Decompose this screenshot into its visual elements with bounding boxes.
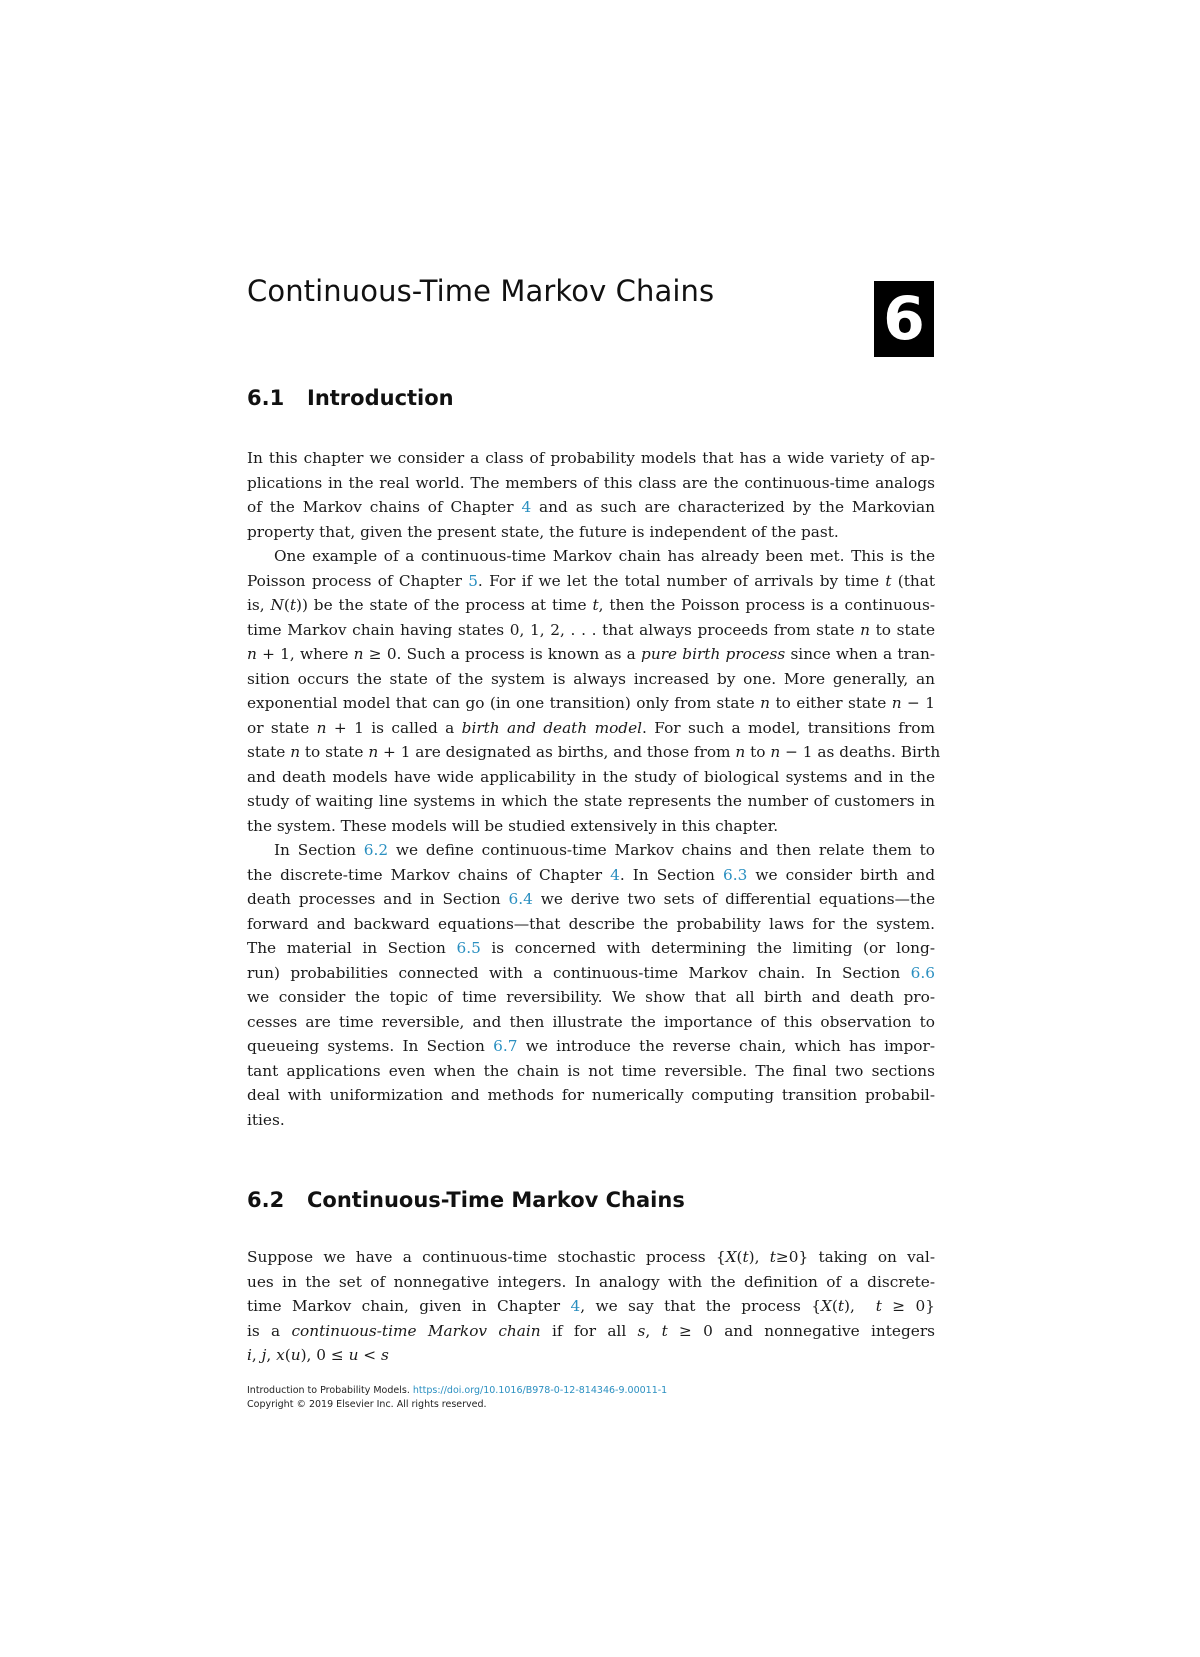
chapter-4-link[interactable]: 4 <box>570 1297 581 1315</box>
section-number: 6.1 <box>247 386 285 410</box>
section-6-5-link[interactable]: 6.5 <box>456 939 481 957</box>
section-6-6-link[interactable]: 6.6 <box>910 963 935 982</box>
text-line-with-link: The material in Section 6.5 is concerned with determining the limiting (or long- <box>247 939 935 957</box>
text-line-with-link: queueing systems. In Section 6.7 we introduce the reverse chain, which has impor- <box>247 1037 935 1055</box>
text-line: ues in the set of nonnegative integers. In analogy with the definition of a discrete- <box>247 1272 935 1291</box>
section-title: Introduction <box>307 386 454 410</box>
section-6-2-body <box>247 1245 935 1368</box>
doi-link[interactable]: https://doi.org/10.1016/B978-0-12-814346-9.00011-1 <box>412 1385 668 1396</box>
text-line: cesses are time reversible, and then illustrate the importance of this observation to <box>247 1012 935 1031</box>
text-line: time Markov chain having states 0, 1, 2, . . . that always proceeds from state n to state <box>247 620 935 639</box>
text-line: we consider the topic of time reversibility. We show that all birth and death pro- <box>247 988 935 1006</box>
text-line: the system. These models will be studied extensively in this chapter. <box>247 816 779 835</box>
section-6-1-body <box>247 446 941 1132</box>
section-6-3-link[interactable]: 6.3 <box>722 865 748 884</box>
section-heading-6-2 <box>247 1188 685 1212</box>
text-line: In this chapter we consider a class of probability models that has a wide variety of ap- <box>247 449 935 467</box>
section-6-7-link[interactable]: 6.7 <box>493 1037 518 1055</box>
section-heading-6-1 <box>247 386 454 410</box>
text-line: or state n + 1 is called a birth and death model. For such a model, transitions from <box>247 718 935 737</box>
section-title: Continuous-Time Markov Chains <box>307 1188 685 1212</box>
text-line: i, j, x(u), 0 ≤ u < s <box>247 1346 389 1364</box>
text-line: is, N(t)) be the state of the process at time t, then the Poisson process is a continuous- <box>247 596 936 614</box>
emphasis-continuous-time-markov-chain: continuous-time Markov chain <box>291 1321 541 1340</box>
text-line-with-link: of the Markov chains of Chapter 4 and as such are characterized by the Markovian <box>247 498 935 516</box>
text-line: state n to state n + 1 are designated as births, and those from n to n − 1 as deaths. Birth <box>247 743 941 761</box>
footer-citation <box>247 1384 667 1398</box>
text-line: is a continuous-time Markov chain if for all s, t ≥ 0 and nonnegative integers <box>247 1321 935 1340</box>
emphasis-pure-birth-process: pure birth process <box>641 645 786 663</box>
text-line: n + 1, where n ≥ 0. Such a process is known as a pure birth process since when a tran- <box>247 645 935 663</box>
text-line: property that, given the present state, the future is independent of the past. <box>247 522 839 541</box>
chapter-5-link[interactable]: 5 <box>468 571 478 590</box>
text-line-with-link: death processes and in Section 6.4 we derive two sets of differential equations—the <box>247 890 935 908</box>
text-line-with-link: the discrete-time Markov chains of Chapter 4. In Section 6.3 we consider birth and <box>247 865 935 884</box>
text-line: deal with uniformization and methods for numerically computing transition probabil- <box>247 1086 935 1104</box>
text-line: sition occurs the state of the system is always increased by one. More generally, an <box>247 669 935 688</box>
chapter-title: Continuous-Time Markov Chains <box>247 274 715 308</box>
section-number: 6.2 <box>247 1188 285 1212</box>
text-line: ities. <box>247 1110 285 1129</box>
chapter-4-link[interactable]: 4 <box>521 498 532 516</box>
text-line: plications in the real world. The members of this class are the continuous-time analogs <box>247 473 935 492</box>
text-line-with-link: Poisson process of Chapter 5. For if we let the total number of arrivals by time t (that <box>247 571 935 590</box>
text-line: Suppose we have a continuous-time stochastic process {X(t), t≥0} taking on val- <box>247 1248 935 1266</box>
text-line: study of waiting line systems in which the state represents the number of customers in <box>247 792 935 810</box>
chapter-4-link[interactable]: 4 <box>610 865 620 884</box>
text-line: and death models have wide applicability in the study of biological systems and in the <box>247 767 935 786</box>
section-6-2-link[interactable]: 6.2 <box>363 841 389 859</box>
text-line: exponential model that can go (in one transition) only from state n to either state n − 1 <box>247 694 936 712</box>
text-line: One example of a continuous-time Markov chain has already been met. This is the <box>274 547 935 565</box>
book-title: Introduction to Probability Models. <box>247 1385 410 1396</box>
emphasis-birth-and-death-model: birth and death model <box>461 718 643 737</box>
copyright-notice: Copyright © 2019 Elsevier Inc. All rights reserved. <box>247 1399 487 1410</box>
text-line: forward and backward equations—that describe the probability laws for the system. <box>247 914 935 933</box>
text-line: tant applications even when the chain is not time reversible. The final two sections <box>247 1061 935 1080</box>
page-footer <box>247 1384 667 1412</box>
chapter-number-badge: 6 <box>874 281 934 357</box>
text-line-with-link: run) probabilities connected with a continuous-time Markov chain. In Section 6.6 <box>247 963 935 982</box>
text-line-with-link: In Section 6.2 we define continuous-time Markov chains and then relate them to <box>274 841 935 859</box>
section-6-4-link[interactable]: 6.4 <box>508 890 533 908</box>
text-line-with-link: time Markov chain, given in Chapter 4, we say that the process {X(t), t ≥ 0} <box>247 1297 936 1315</box>
